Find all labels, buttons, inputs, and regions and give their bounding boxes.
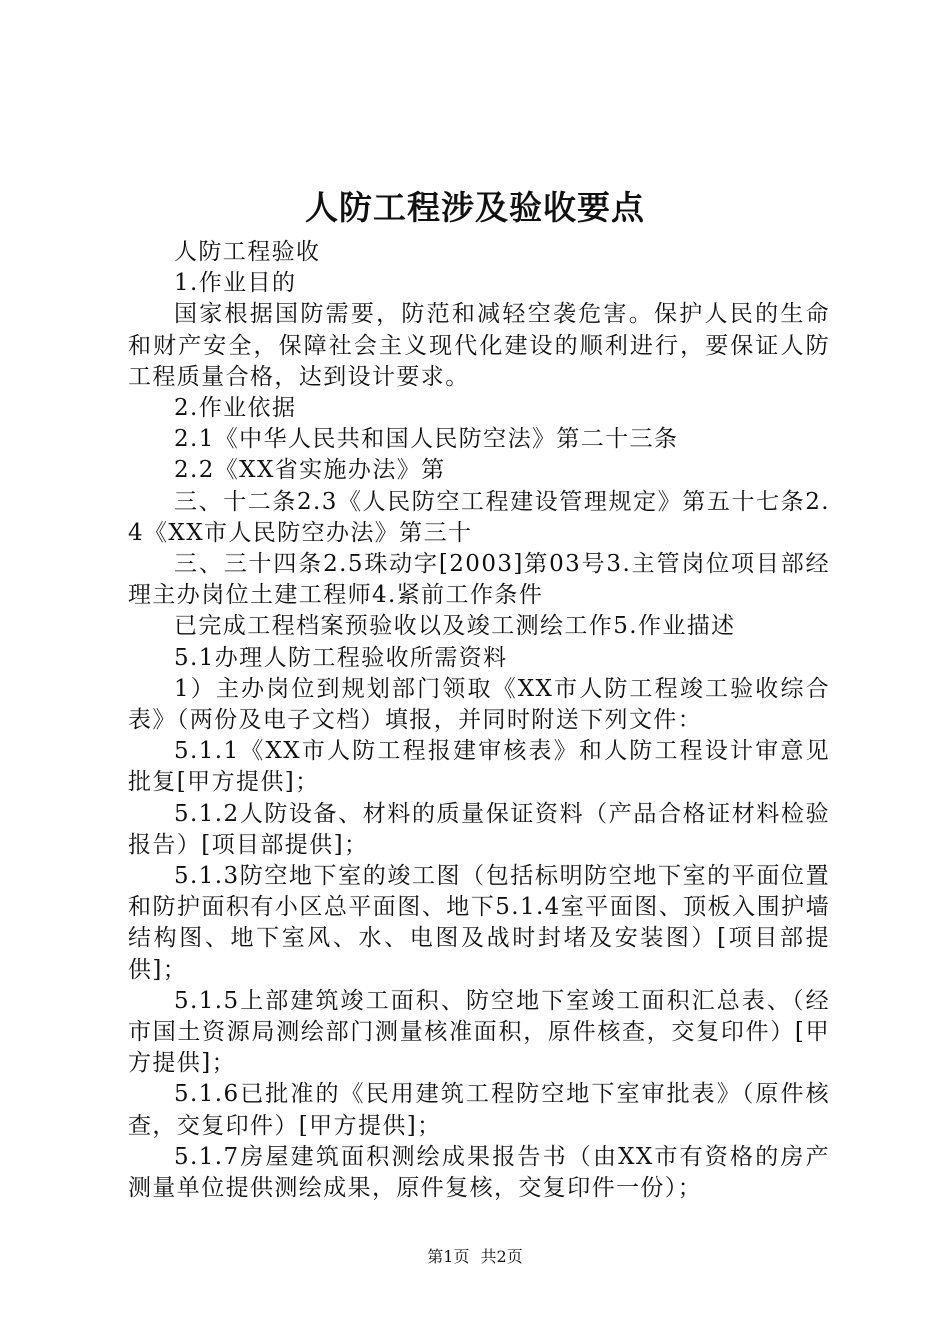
paragraph: 5.1.3防空地下室的竣工图（包括标明防空地下室的平面位置和防护面积有小区总平面图、地下5.1.4室平面图、顶板入围护墙结构图、地下室风、水、电图及战时封堵及安装图）[项目部提供]；: [128, 863, 830, 983]
paragraph: 5.1办理人防工程验收所需资料: [174, 644, 508, 671]
paragraph: 1）主办岗位到规划部门领取《XX市人防工程竣工验收综合表》（两份及电子文档）填报，并同时附送下列文件：: [128, 675, 830, 734]
paragraph: 国家根据国防需要，防范和减轻空袭危害。保护人民的生命和财产安全，保障社会主义现代化建设的顺利进行，要保证人防工程质量合格，达到设计要求。: [128, 301, 830, 390]
paragraph: 2.作业依据: [174, 395, 297, 422]
document-body: [128, 237, 830, 1204]
paragraph: 2.2《XX省实施办法》第: [174, 457, 446, 484]
paragraph: 5.1.1《XX市人防工程报建审核表》和人防工程设计审意见批复[甲方提供]；: [128, 738, 830, 796]
paragraph: 5.1.5上部建筑竣工面积、防空地下室竣工面积汇总表、（经市国土资源局测绘部门测量核准面积，原件核查，交复印件）[甲方提供]；: [128, 987, 830, 1077]
paragraph: 2.1《中华人民共和国人民防空法》第二十三条: [174, 426, 679, 453]
paragraph: 人防工程验收: [174, 239, 321, 265]
paragraph: 三、十二条2.3《人民防空工程建设管理规定》第五十七条2.4《XX市人民防空办法》第三十: [128, 488, 830, 546]
paragraph: 已完成工程档案预验收以及竣工测绘工作5.作业描述: [174, 613, 736, 640]
paragraph: 5.1.6已批准的《民用建筑工程防空地下室审批表》（原件核查，交复印件）[甲方提供]；: [128, 1081, 830, 1139]
paragraph: 1.作业目的: [174, 270, 297, 297]
page-number: 第1页: [427, 1247, 470, 1266]
paragraph: 5.1.2人防设备、材料的质量保证资料（产品合格证材料检验报告）[项目部提供]；: [128, 800, 830, 858]
page-total: 共2页: [480, 1247, 523, 1266]
paragraph: 三、三十四条2.5珠动字[2003]第03号3.主管岗位项目部经理主办岗位土建工程师4.紧前工作条件: [128, 551, 830, 609]
paragraph: 5.1.7房屋建筑面积测绘成果报告书（由XX市有资格的房产测量单位提供测绘成果，原件复核，交复印件一份）；: [128, 1143, 830, 1202]
document-title: 人防工程涉及验收要点: [305, 188, 645, 227]
page-footer: [0, 1246, 950, 1268]
